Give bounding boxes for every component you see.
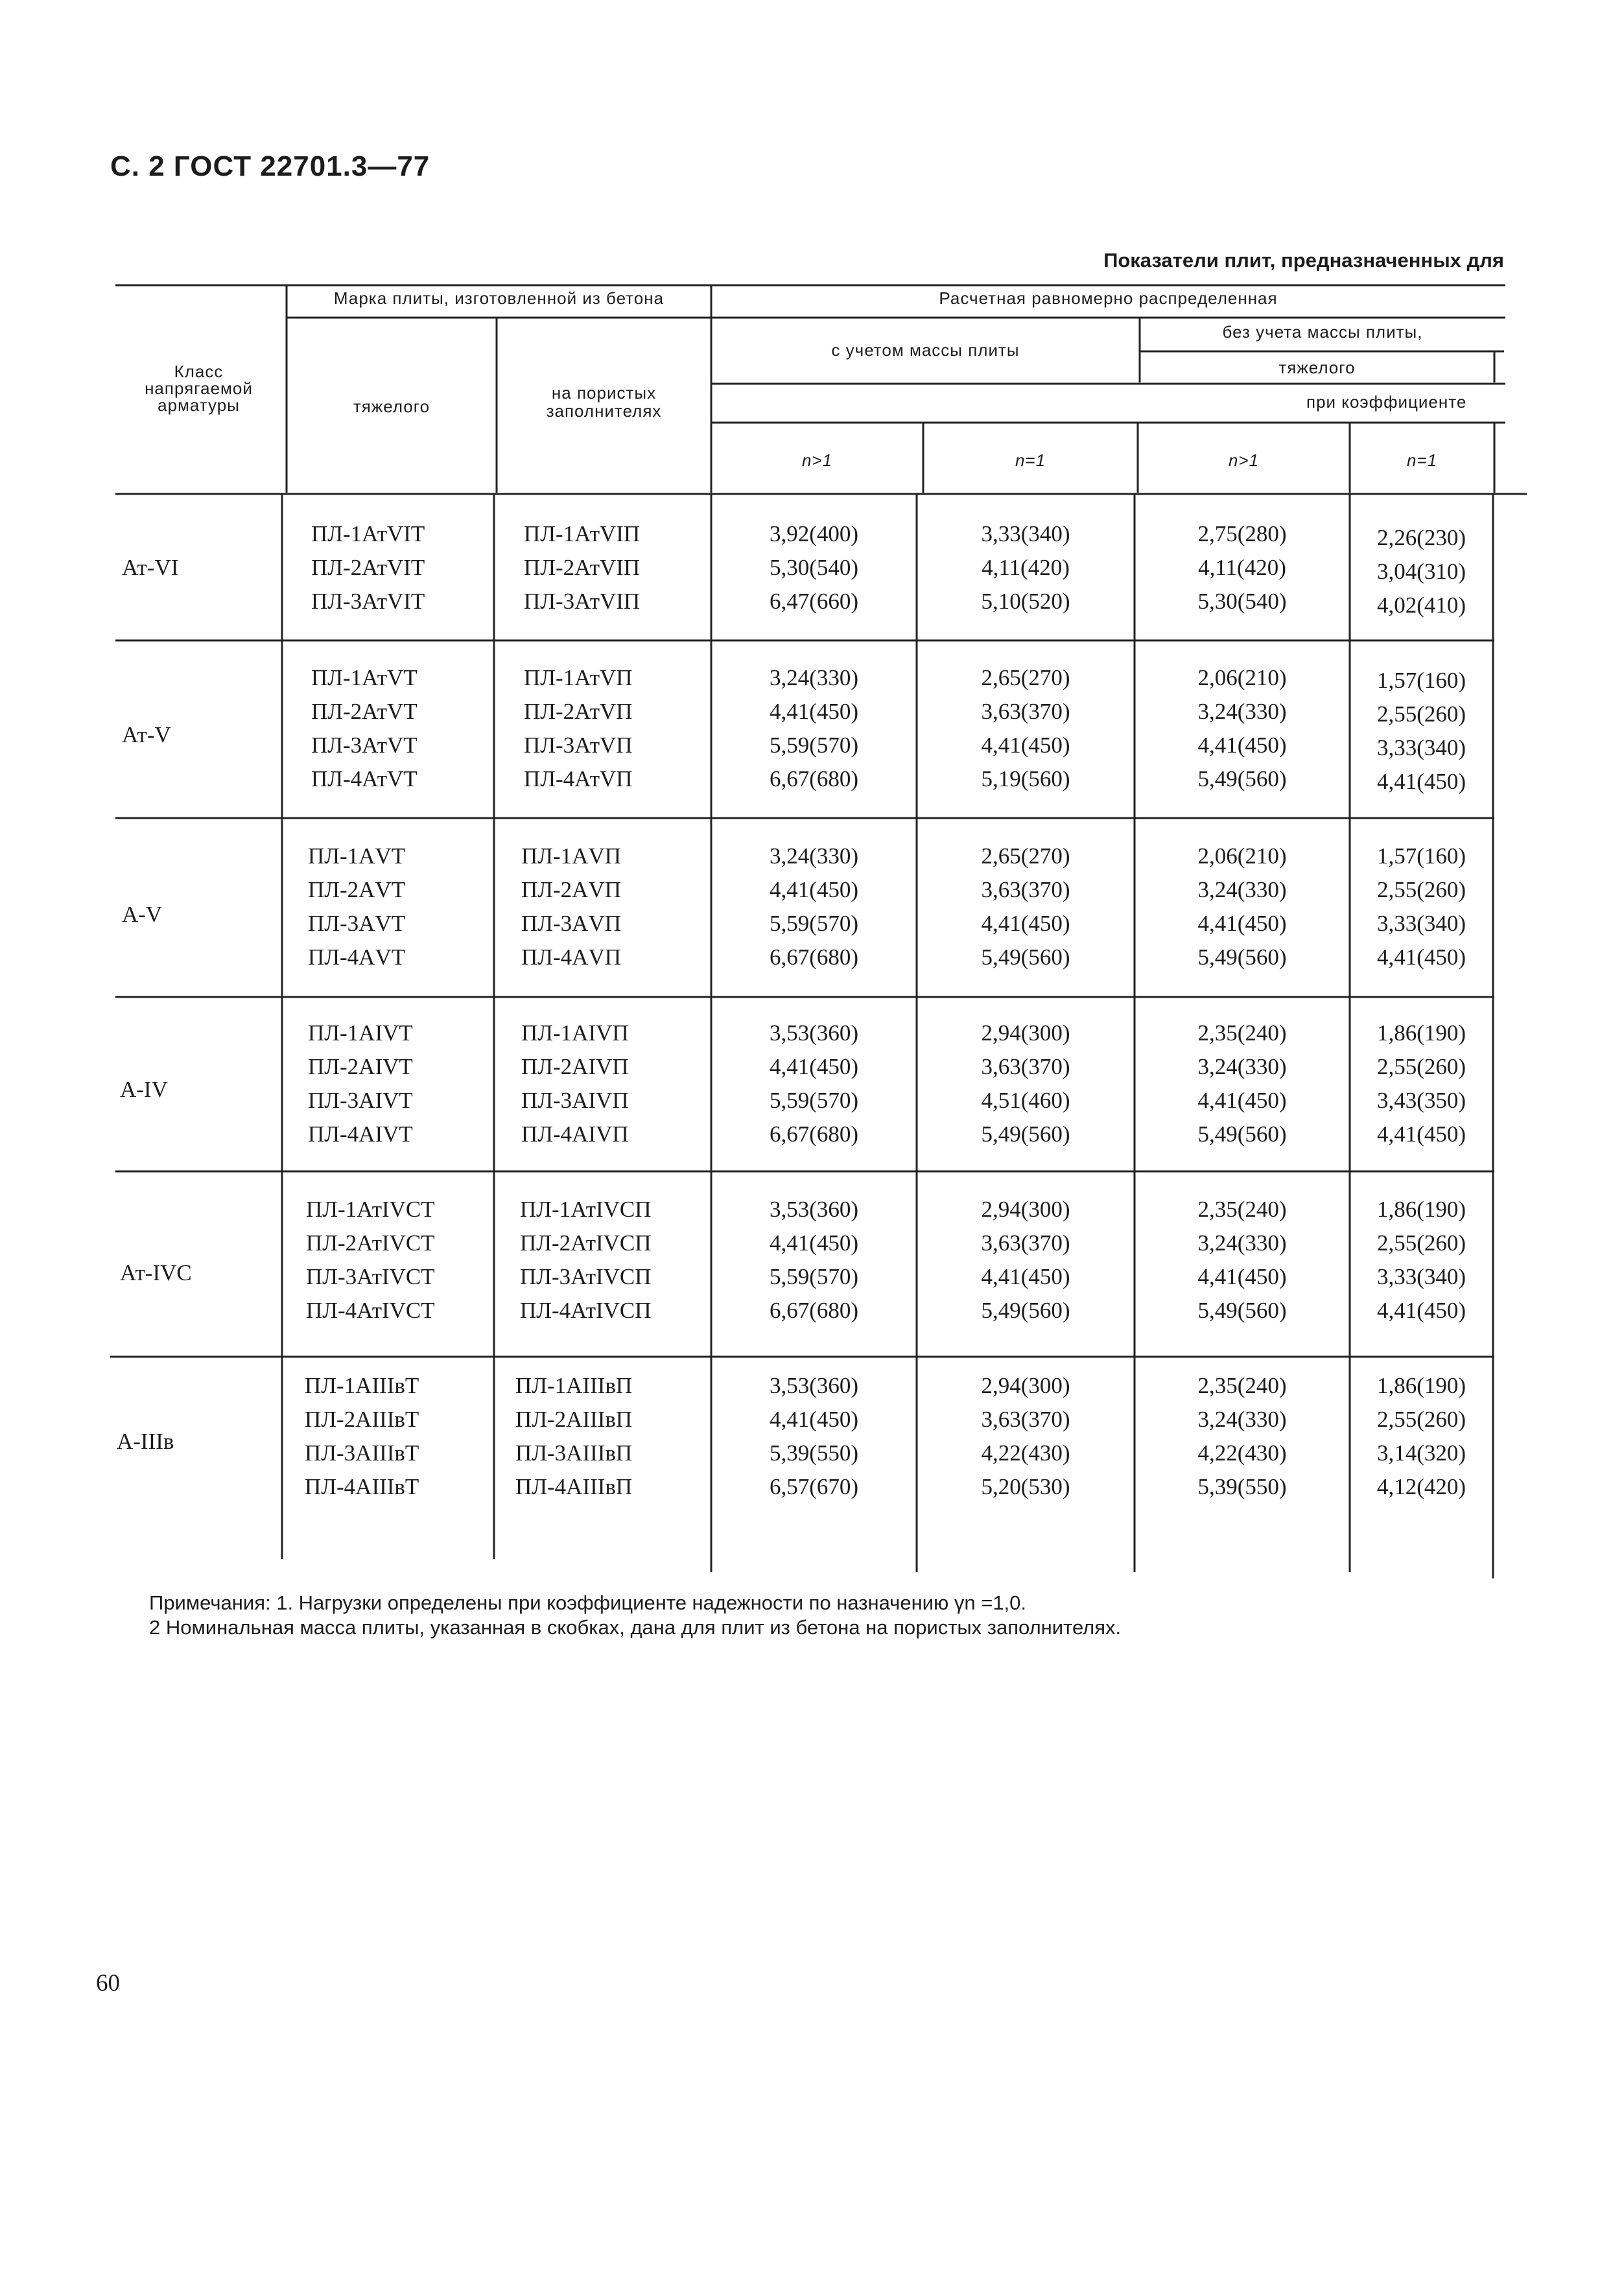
mark-cell: ПЛ-3АтIVСП xyxy=(520,1264,652,1289)
value-cell: 4,41(450) xyxy=(769,1054,859,1079)
heavy-marks xyxy=(305,1369,419,1504)
value-cell: 4,41(450) xyxy=(769,1407,859,1432)
mark-cell: ПЛ-1АVП xyxy=(521,843,621,869)
with-mass-header: с учетом массы плиты xyxy=(831,340,1020,360)
note-line-2: 2 Номинальная масса плиты, указанная в скобках, дана для плит из бетона на пористых заполнителях. xyxy=(149,1616,1122,1639)
value-cell: 3,24(330) xyxy=(1197,1230,1287,1256)
load-col-1 xyxy=(711,517,917,618)
value-cell: 4,22(430) xyxy=(981,1440,1070,1466)
value-cell: 5,59(570) xyxy=(769,1264,859,1289)
n-eq1-header-b: n=1 xyxy=(1406,451,1438,470)
value-cell: 1,86(190) xyxy=(1376,1020,1466,1046)
mark-cell: ПЛ-3АIIIвП xyxy=(515,1440,633,1466)
porous-marks xyxy=(520,1193,652,1328)
load-col-1 xyxy=(711,661,917,796)
value-cell: 4,51(460) xyxy=(981,1088,1070,1113)
value-cell: 2,55(260) xyxy=(1376,701,1466,727)
value-cell: 2,65(270) xyxy=(981,665,1070,690)
n-gt1-header-a: n>1 xyxy=(801,451,833,470)
mark-cell: ПЛ-4АIIIвП xyxy=(515,1474,633,1499)
load-col-4 xyxy=(1350,839,1493,974)
mark-cell: ПЛ-2АIIIвТ xyxy=(305,1407,419,1432)
value-cell: 3,24(330) xyxy=(769,665,859,690)
mark-cell: ПЛ-1АтVП xyxy=(524,665,633,690)
value-cell: 2,55(260) xyxy=(1376,877,1466,902)
mark-cell: ПЛ-2АтVIТ xyxy=(311,555,425,580)
value-cell: 4,41(450) xyxy=(1376,1298,1466,1323)
load-col-2 xyxy=(917,1016,1135,1151)
load-col-3 xyxy=(1135,517,1350,618)
load-col-4 xyxy=(1350,1193,1493,1328)
value-cell: 5,59(570) xyxy=(769,911,859,936)
value-cell: 2,94(300) xyxy=(981,1197,1070,1222)
class-header-line: Класс xyxy=(174,362,224,381)
value-cell: 6,67(680) xyxy=(769,1121,859,1147)
value-cell: 5,59(570) xyxy=(769,1088,859,1113)
mark-cell: ПЛ-3АVТ xyxy=(308,911,406,936)
value-cell: 2,35(240) xyxy=(1197,1197,1287,1222)
value-cell: 4,22(430) xyxy=(1197,1440,1287,1466)
page-number: 60 xyxy=(96,1970,120,1997)
mark-cell: ПЛ-2АтVIП xyxy=(524,555,641,580)
heavy-concrete-header: тяжелого xyxy=(1278,358,1356,377)
value-cell: 3,24(330) xyxy=(1197,877,1287,902)
mark-cell: ПЛ-1АIIIвТ xyxy=(305,1373,419,1398)
mark-cell: ПЛ-3АIVТ xyxy=(308,1088,413,1113)
class-cell: А-IIIв xyxy=(117,1429,174,1454)
load-col-4 xyxy=(1350,1016,1493,1151)
heavy-marks xyxy=(306,1193,435,1328)
mark-cell: ПЛ-1АтVТ xyxy=(311,665,418,690)
value-cell: 2,06(210) xyxy=(1197,843,1287,869)
load-col-3 xyxy=(1135,1193,1350,1328)
heavy-marks xyxy=(308,1016,413,1151)
class-cell: Ат-VI xyxy=(122,555,179,580)
value-cell: 5,49(560) xyxy=(1197,766,1287,791)
porous-marks xyxy=(524,661,633,796)
class-header-line: арматуры xyxy=(158,395,240,415)
mark-cell: ПЛ-4АIVП xyxy=(521,1121,629,1147)
value-cell: 3,63(370) xyxy=(981,877,1070,902)
load-header: Расчетная равномерно распределенная xyxy=(939,288,1278,308)
mark-cell: ПЛ-4АтIVСП xyxy=(520,1298,652,1323)
class-cell: Ат-V xyxy=(122,722,171,747)
value-cell: 2,94(300) xyxy=(981,1373,1070,1398)
value-cell: 5,10(520) xyxy=(981,589,1070,614)
value-cell: 4,41(450) xyxy=(1376,1121,1466,1147)
mark-cell: ПЛ-3АIIIвТ xyxy=(305,1440,419,1466)
value-cell: 1,86(190) xyxy=(1376,1197,1466,1222)
porous-marks xyxy=(524,517,640,618)
value-cell: 4,41(450) xyxy=(981,1264,1070,1289)
coef-header: при коэффициенте xyxy=(1306,392,1467,412)
class-cell: Ат-IVС xyxy=(120,1260,192,1285)
page-header: С. 2 ГОСТ 22701.3—77 xyxy=(110,150,430,182)
value-cell: 2,55(260) xyxy=(1376,1054,1466,1079)
value-cell: 4,12(420) xyxy=(1376,1474,1466,1499)
mark-cell: ПЛ-1АтVIТ xyxy=(311,521,425,546)
porous-marks xyxy=(515,1369,632,1504)
value-cell: 3,92(400) xyxy=(769,521,859,546)
value-cell: 5,39(550) xyxy=(769,1440,859,1466)
value-cell: 5,49(560) xyxy=(981,1298,1070,1323)
mark-cell: ПЛ-1АтIVСП xyxy=(520,1197,652,1222)
load-col-3 xyxy=(1135,1369,1350,1504)
load-col-2 xyxy=(917,661,1135,796)
value-cell: 4,02(410) xyxy=(1376,592,1466,618)
mark-cell: ПЛ-1АтIVСТ xyxy=(306,1197,435,1222)
mark-cell: ПЛ-1АIVТ xyxy=(308,1020,413,1046)
value-cell: 2,55(260) xyxy=(1376,1230,1466,1256)
value-cell: 4,41(450) xyxy=(981,911,1070,936)
value-cell: 6,67(680) xyxy=(769,766,859,791)
mark-cell: ПЛ-1АIIIвП xyxy=(515,1373,633,1398)
value-cell: 4,41(450) xyxy=(769,699,859,724)
value-cell: 4,11(420) xyxy=(1198,555,1286,580)
value-cell: 3,63(370) xyxy=(981,1407,1070,1432)
mark-cell: ПЛ-3АтIVСТ xyxy=(306,1264,435,1289)
mark-cell: ПЛ-4АVТ xyxy=(308,944,406,970)
mark-header: Марка плиты, изготовленной из бетона xyxy=(333,288,665,308)
porous-marks xyxy=(521,839,621,974)
mark-cell: ПЛ-4АVП xyxy=(521,944,621,970)
mark-cell: ПЛ-3АIVП xyxy=(521,1088,629,1113)
value-cell: 6,47(660) xyxy=(769,589,859,614)
load-col-2 xyxy=(917,1193,1135,1328)
value-cell: 6,67(680) xyxy=(769,1298,859,1323)
load-col-2 xyxy=(917,1369,1135,1504)
value-cell: 4,41(450) xyxy=(1197,911,1287,936)
mark-cell: ПЛ-2АIVТ xyxy=(308,1054,413,1079)
value-cell: 5,19(560) xyxy=(981,766,1070,791)
mark-cell: ПЛ-3АVП xyxy=(521,911,621,936)
value-cell: 2,26(230) xyxy=(1376,525,1466,550)
mark-cell: ПЛ-4АтIVСТ xyxy=(306,1298,435,1323)
table-caption: Показатели плит, предназначенных для xyxy=(1103,249,1504,272)
value-cell: 5,49(560) xyxy=(1197,944,1287,970)
value-cell: 4,41(450) xyxy=(1197,1264,1287,1289)
value-cell: 3,63(370) xyxy=(981,699,1070,724)
value-cell: 2,55(260) xyxy=(1376,1407,1466,1432)
value-cell: 3,24(330) xyxy=(769,843,859,869)
porous-marks xyxy=(521,1016,629,1151)
value-cell: 3,33(340) xyxy=(1376,911,1466,936)
mark-cell: ПЛ-2АVТ xyxy=(308,877,406,902)
value-cell: 4,41(450) xyxy=(769,1230,859,1256)
value-cell: 5,49(560) xyxy=(1197,1298,1287,1323)
value-cell: 3,33(340) xyxy=(981,521,1070,546)
mark-cell: ПЛ-4АтVП xyxy=(524,766,633,791)
mark-cell: ПЛ-2АIIIвП xyxy=(515,1407,633,1432)
mark-cell: ПЛ-2АтIVСП xyxy=(520,1230,652,1256)
load-col-3 xyxy=(1135,839,1350,974)
heavy-marks xyxy=(308,839,405,974)
mark-cell: ПЛ-1АVТ xyxy=(308,843,406,869)
value-cell: 3,14(320) xyxy=(1376,1440,1466,1466)
class-cell: А-V xyxy=(122,902,163,927)
value-cell: 3,63(370) xyxy=(981,1230,1070,1256)
load-col-1 xyxy=(711,1016,917,1151)
value-cell: 2,06(210) xyxy=(1197,665,1287,690)
value-cell: 3,53(360) xyxy=(769,1020,859,1046)
mark-cell: ПЛ-2АтIVСТ xyxy=(306,1230,435,1256)
value-cell: 5,59(570) xyxy=(769,732,859,758)
value-cell: 3,24(330) xyxy=(1197,1407,1287,1432)
mark-cell: ПЛ-3АтVIТ xyxy=(311,589,425,614)
value-cell: 2,75(280) xyxy=(1197,521,1287,546)
class-header xyxy=(115,363,282,414)
load-col-2 xyxy=(917,517,1135,618)
value-cell: 5,39(550) xyxy=(1197,1474,1287,1499)
load-col-4 xyxy=(1350,1369,1493,1504)
value-cell: 3,53(360) xyxy=(769,1373,859,1398)
mark-cell: ПЛ-2АтVТ xyxy=(311,699,418,724)
load-col-2 xyxy=(917,839,1135,974)
heavy-marks xyxy=(311,661,418,796)
load-col-1 xyxy=(711,839,917,974)
value-cell: 6,57(670) xyxy=(769,1474,859,1499)
mark-cell: ПЛ-2АIVП xyxy=(521,1054,629,1079)
value-cell: 3,04(310) xyxy=(1376,559,1466,584)
value-cell: 1,57(160) xyxy=(1376,843,1466,869)
load-col-3 xyxy=(1135,1016,1350,1151)
mark-cell: ПЛ-4АIIIвТ xyxy=(305,1474,419,1499)
value-cell: 3,33(340) xyxy=(1376,735,1466,760)
value-cell: 2,94(300) xyxy=(981,1020,1070,1046)
value-cell: 2,65(270) xyxy=(981,843,1070,869)
heavy-marks xyxy=(311,517,425,618)
value-cell: 3,53(360) xyxy=(769,1197,859,1222)
mark-cell: ПЛ-1АIVП xyxy=(521,1020,629,1046)
n-eq1-header-a: n=1 xyxy=(1015,451,1046,470)
porous-header-line: заполнителях xyxy=(546,401,662,421)
value-cell: 4,11(420) xyxy=(982,555,1070,580)
mark-cell: ПЛ-1АтVIП xyxy=(524,521,641,546)
load-col-3 xyxy=(1135,661,1350,796)
value-cell: 3,63(370) xyxy=(981,1054,1070,1079)
value-cell: 4,41(450) xyxy=(1376,769,1466,794)
mark-cell: ПЛ-3АтVТ xyxy=(311,732,418,758)
mark-cell: ПЛ-3АтVIП xyxy=(524,589,641,614)
mark-cell: ПЛ-4АIVТ xyxy=(308,1121,413,1147)
value-cell: 5,20(530) xyxy=(981,1474,1070,1499)
value-cell: 5,30(540) xyxy=(769,555,859,580)
without-mass-header: без учета массы плиты, xyxy=(1222,322,1423,342)
value-cell: 3,33(340) xyxy=(1376,1264,1466,1289)
porous-header xyxy=(497,384,711,420)
mark-cell: ПЛ-2АтVП xyxy=(524,699,633,724)
value-cell: 1,57(160) xyxy=(1376,668,1466,693)
heavy-header: тяжелого xyxy=(353,397,430,416)
value-cell: 6,67(680) xyxy=(769,944,859,970)
mark-cell: ПЛ-3АтVП xyxy=(524,732,633,758)
value-cell: 5,49(560) xyxy=(981,944,1070,970)
n-gt1-header-b: n>1 xyxy=(1228,451,1260,470)
value-cell: 2,35(240) xyxy=(1197,1020,1287,1046)
value-cell: 4,41(450) xyxy=(1197,732,1287,758)
value-cell: 3,43(350) xyxy=(1376,1088,1466,1113)
load-col-4 xyxy=(1350,521,1493,622)
value-cell: 3,24(330) xyxy=(1197,699,1287,724)
load-col-1 xyxy=(711,1193,917,1328)
note-line-1: Примечания: 1. Нагрузки определены при коэффициенте надежности по назначению γn =1,0. xyxy=(149,1591,1027,1614)
value-cell: 4,41(450) xyxy=(981,732,1070,758)
load-col-1 xyxy=(711,1369,917,1504)
porous-header-line: на пористых xyxy=(551,383,657,403)
class-header-line: напрягаемой xyxy=(145,379,253,398)
value-cell: 4,41(450) xyxy=(1197,1088,1287,1113)
mark-cell: ПЛ-2АVП xyxy=(521,877,621,902)
value-cell: 1,86(190) xyxy=(1376,1373,1466,1398)
value-cell: 5,30(540) xyxy=(1197,589,1287,614)
value-cell: 4,41(450) xyxy=(769,877,859,902)
mark-cell: ПЛ-4АтVТ xyxy=(311,766,418,791)
value-cell: 3,24(330) xyxy=(1197,1054,1287,1079)
value-cell: 2,35(240) xyxy=(1197,1373,1287,1398)
value-cell: 5,49(560) xyxy=(1197,1121,1287,1147)
value-cell: 5,49(560) xyxy=(981,1121,1070,1147)
load-col-4 xyxy=(1350,664,1493,799)
class-cell: А-IV xyxy=(120,1077,168,1102)
value-cell: 4,41(450) xyxy=(1376,944,1466,970)
